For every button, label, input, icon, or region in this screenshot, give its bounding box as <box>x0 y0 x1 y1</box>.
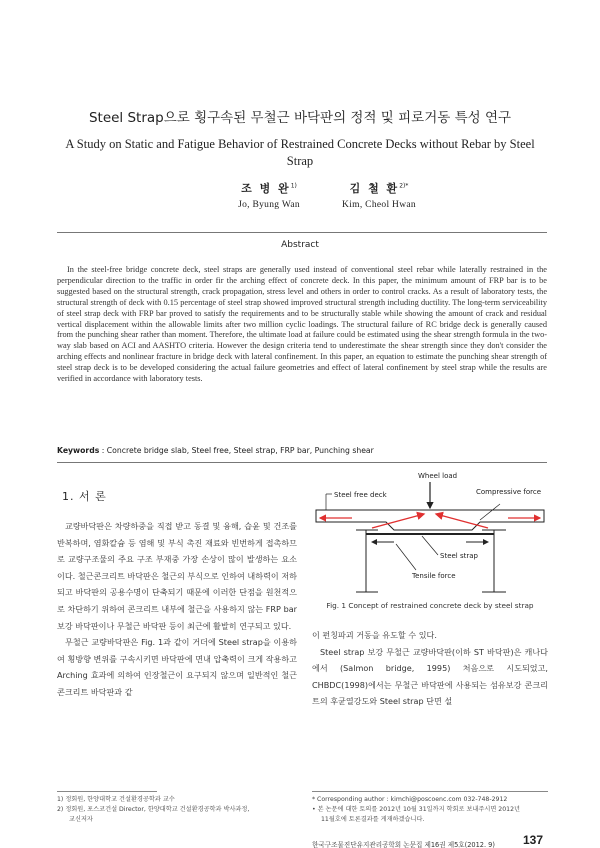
abstract-top-rule <box>57 232 547 233</box>
footnote-rule-left <box>57 791 157 792</box>
keywords-separator: : <box>99 446 107 455</box>
body-paragraph: 교량바닥판은 차량하중을 직접 받고 동결 및 융해, 습윤 및 건조를 반복하며, 염화칼슘 등 염해 및 부식 촉진 재료와 빈번하게 접촉하므로 교량구조물의 주요 구조 부재중 가장 손상이 많이 발생하는 요소이다. 철근콘크리트 바닥판은 철근의 부식으로 인하여 내하력이 저하되고 바닥판의 공용수명이 단축되기 때문에 이러한 단점을 원천적으로 차단하기 위하여 콘크리트 내부에 철근을 사용하지 않는 FRP bar 보강 바닥판이나 무철근 바닥판 등이 최근에 활발히 연구되고 있다. <box>57 521 297 631</box>
girder-left <box>356 530 378 592</box>
footnotes-affiliations <box>57 795 297 825</box>
author-2-name-korean: 김 철 환$^{2)*}$ <box>349 182 409 195</box>
figure-caption: Fig. 1 Concept of restrained concrete deck by steel strap <box>326 601 534 610</box>
wheel-load-label: Wheel load <box>418 472 458 480</box>
author-1 <box>214 180 324 210</box>
steel-strap-label: Steel strap <box>440 552 478 560</box>
author-1-name-korean: 조 병 완$^{1)}$ <box>241 182 297 195</box>
deck-slab <box>316 510 544 530</box>
steel-strap-leader <box>422 536 438 555</box>
section-heading-introduction: 1. 서 론 <box>62 490 107 503</box>
footnote-line: 1) 정회원, 한양대학교 건설환경공학과 교수 <box>57 796 175 803</box>
paper-title-english: A Study on Static and Fatigue Behavior of Restrained Concrete Decks without Rebar by Steel Strap <box>65 137 535 168</box>
abstract-text: In the steel-free bridge concrete deck, steel straps are generally used instead of conventional steel rebar while laterally restrained in the perpendicular direction to the traffic in order fir the arching effect of concrete deck. In this paper, the minimum amount of FRP bar is to be suggested based on the structural strength, crack propagation, stress level and others in order to control cracks. As a result of laboratory tests, the structural strength of deck with 0.15 percentage of steel strap showed improved structural strength including ductility. The long-term serviceability of steel strap deck with FRP bar proved to satisfy the requirements and to be structurally stable while showing the amount of crack and residual vertical displacement within the allowable limits after two million cyclic loadings. The structural failure of RC bridge deck is generally caused from the punching shear rather than moment. Therefore, the ultimate load at failure could be estimated using the shear strength formula in the two-way slab based on ACI and AASHTO criteria. However the design criteria tend to underestimate the shear strength since they don't consider the arching effects and nonlinear fracture in bridge deck with lateral confinement. In this paper, an equation to estimate the punching shear strength of steel strap deck is to be developed considering the actual failure geometries and effect of lateral confinement by steel strap while the results are verified in accordance with laboratory tests. <box>57 265 547 384</box>
page-number: 137 <box>523 833 544 847</box>
paper-title-korean: Steel Strap으로 횡구속된 무철근 바닥판의 정적 및 피로거동 특성 연구 <box>88 110 512 126</box>
keywords-bottom-rule <box>57 462 547 463</box>
author-2 <box>324 180 434 210</box>
keywords <box>57 446 547 455</box>
keywords-label: Keywords <box>57 446 100 455</box>
compressive-force-label-line1: Compressive force <box>476 488 542 496</box>
journal-info: 한국구조물진단유지관리공학회 논문집 제16권 제5호(2012. 9) <box>312 841 495 848</box>
tensile-force-leader <box>396 544 416 570</box>
footnote-line: 11월호에 토론결과를 게재하겠습니다. <box>321 816 425 823</box>
restrained-deck-figure <box>312 468 548 596</box>
abstract-heading: Abstract <box>281 240 319 250</box>
footnote-line: 2) 정회원, 포스코건설 Director, 한양대학교 건설환경공학과 박사과정, <box>57 806 250 813</box>
author-2-name-english: Kim, Cheol Hwan <box>342 200 416 210</box>
author-1-name-english: Jo, Byung Wan <box>238 200 300 210</box>
body-paragraph: Steel strap 보강 무철근 교량바닥판(이하 ST 바닥판)은 캐나다에서 (Salmon bridge, 1995) 처음으로 시도되었고, CHBDC(1998)에서는 무철근 바닥판에 사용되는 섬유보강 콘크리트의 후균열강도와 Steel strap 단면 설 <box>312 646 548 707</box>
keywords-text: Concrete bridge slab, Steel free, Steel strap, FRP bar, Punching shear <box>106 446 374 455</box>
body-paragraph: 이 펀칭파괴 거동을 유도할 수 있다. <box>312 630 437 640</box>
steel-free-deck-label: Steel free deck <box>334 491 387 499</box>
footnotes-correspondence <box>312 795 548 825</box>
footnote-line: * Corresponding author : kimchi@poscoenc.com 032-748-2912 <box>312 796 508 803</box>
footnote-line: 교신저자 <box>69 816 93 823</box>
footnote-rule-right <box>312 791 548 792</box>
footnote-line: • 본 논문에 대한 토의를 2012년 10월 31일까지 학회로 보내주시면 2012년 <box>312 806 521 813</box>
body-left-column <box>57 518 297 701</box>
girder-right <box>482 530 506 592</box>
body-paragraph: 무철근 교량바닥판은 Fig. 1과 같이 거더에 Steel strap을 이용하여 횡방향 변위를 구속시키면 바닥판에 면내 압축력이 크게 작용하고 Arching 효과에 의하여 인장철근이 요구되지 않으며 일반적인 철근콘크리트 바닥판과 같 <box>57 637 297 697</box>
body-right-column <box>312 627 548 710</box>
tensile-force-label: Tensile force <box>412 572 456 580</box>
